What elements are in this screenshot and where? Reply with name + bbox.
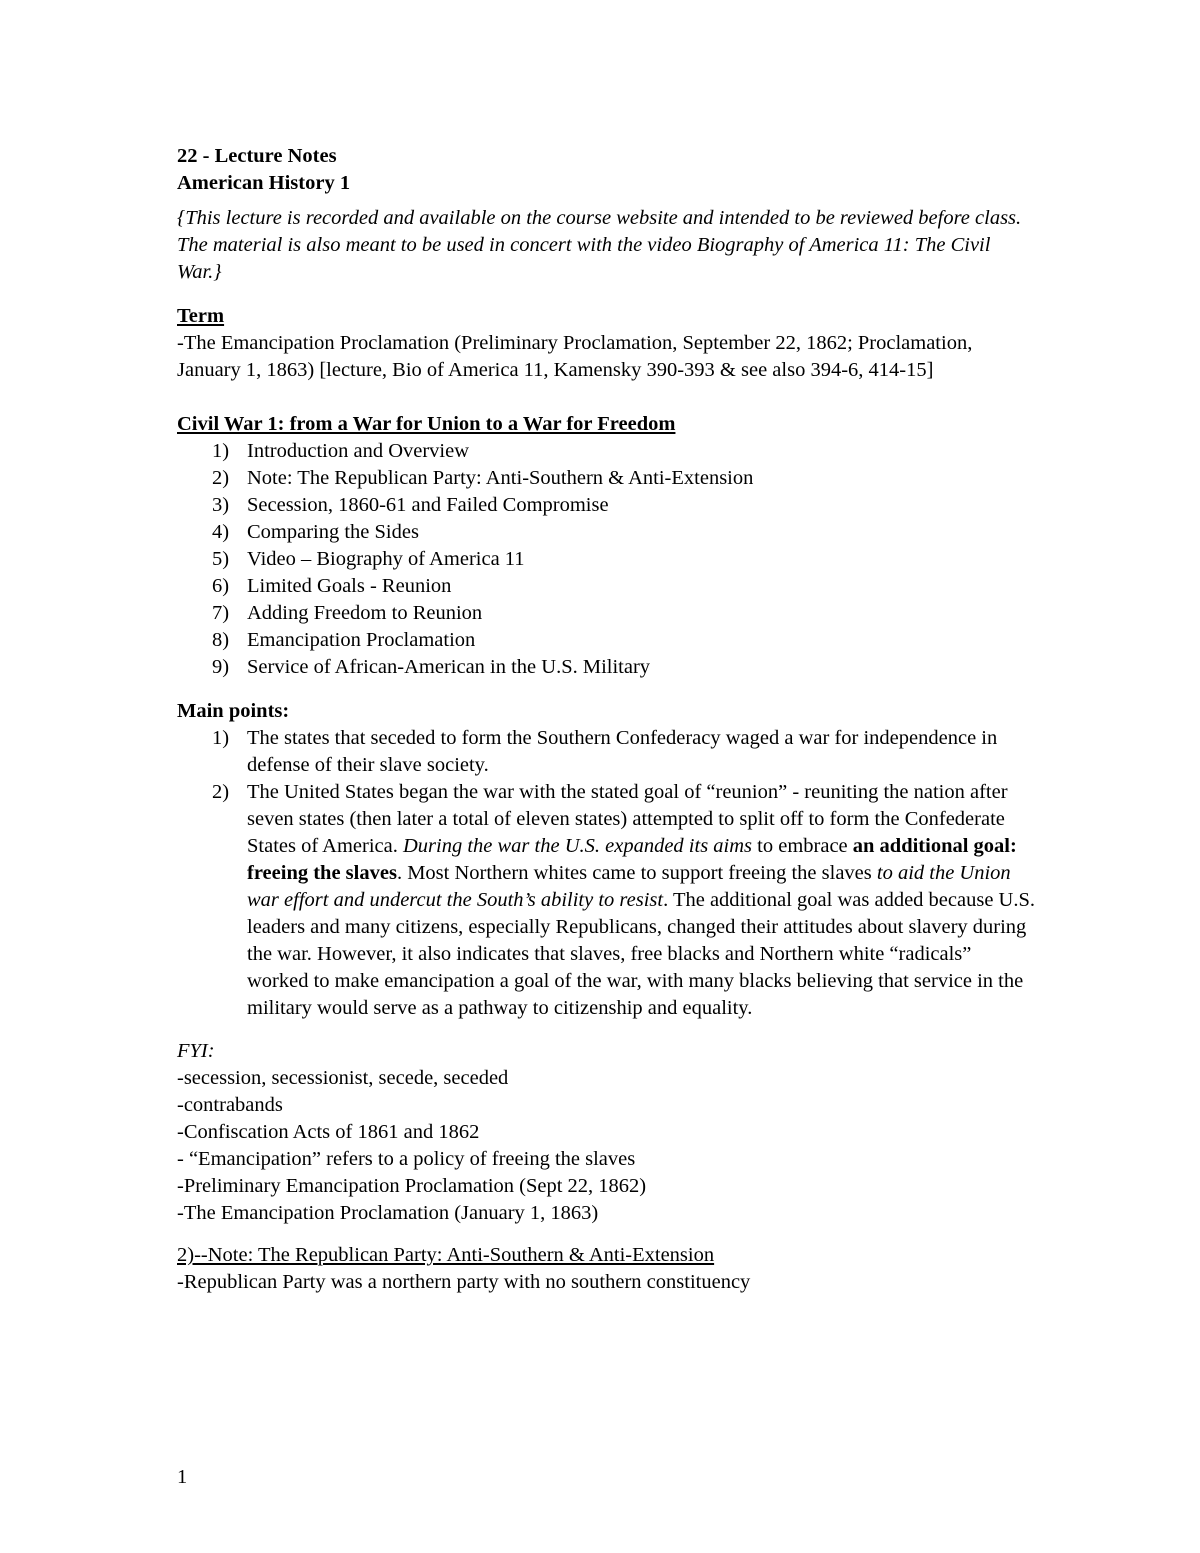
list-item: 9) Service of African-American in the U.S. Military (212, 656, 651, 678)
fyi-item: -contrabands (177, 1094, 283, 1116)
section2-heading: 2)--Note: The Republican Party: Anti-Southern & Anti-Extension (177, 1244, 715, 1266)
main-points-heading: Main points: (177, 700, 290, 722)
main-points-list (177, 725, 1037, 1022)
fyi-item: -The Emancipation Proclamation (January 1, 1863) (177, 1202, 599, 1224)
intro-note: {This lecture is recorded and available on the course website and intended to be reviewed before class. The material is also meant to be used in concert with the video Biography of America 11: The Civil War.} (177, 207, 1022, 283)
outline-list (177, 438, 1037, 681)
document-page (177, 143, 1037, 1296)
page-number: 1 (177, 1466, 188, 1488)
fyi-item: -Preliminary Emancipation Proclamation (Sept 22, 1862) (177, 1175, 647, 1197)
list-item: 1) Introduction and Overview (212, 440, 470, 462)
list-item: 8) Emancipation Proclamation (212, 629, 476, 651)
list-item: 3) Secession, 1860-61 and Failed Compromise (212, 494, 609, 516)
list-item: 6) Limited Goals - Reunion (212, 575, 452, 597)
course-title: American History 1 (177, 172, 351, 194)
fyi-heading: FYI: (177, 1040, 215, 1062)
fyi-item: -secession, secessionist, secede, seceded (177, 1067, 509, 1089)
section2-text: -Republican Party was a northern party with no southern constituency (177, 1271, 751, 1293)
document-title: 22 - Lecture Notes (177, 145, 337, 167)
term-heading: Term (177, 305, 225, 327)
list-item: 5) Video – Biography of America 11 (212, 548, 525, 570)
list-item: 2) Note: The Republican Party: Anti-Southern & Anti-Extension (212, 467, 754, 489)
list-item: 4) Comparing the Sides (212, 521, 419, 543)
fyi-item: - “Emancipation” refers to a policy of freeing the slaves (177, 1148, 636, 1170)
list-item: 1) The states that seceded to form the Southern Confederacy waged a war for independence in defense of their slave society. (212, 727, 998, 776)
outline-heading: Civil War 1: from a War for Union to a War for Freedom (177, 413, 676, 435)
list-item: 7) Adding Freedom to Reunion (212, 602, 483, 624)
term-text: -The Emancipation Proclamation (Preliminary Proclamation, September 22, 1862; Proclamation, January 1, 1863) [lecture, Bio of America 11, Kamensky 390-393 & see also 394-6, 414-15] (177, 332, 973, 381)
fyi-item: -Confiscation Acts of 1861 and 1862 (177, 1121, 480, 1143)
list-item: 2) The United States began the war with the stated goal of “reunion” - reuniting the nation after seven states (then later a total of eleven states) attempted to split off to form the Confederate States of America. During the war the U.S. expanded its aims to embrace an additional goal: freeing the slaves. Most Northern whites came to support freeing the slaves to aid the Union war effort and undercut the South’s ability to resist. The additional goal was added because U.S. leaders and many citizens, especially Republicans, changed their attitudes about slavery during the war. However, it also indicates that slaves, free blacks and Northern white “radicals” worked to make emancipation a goal of the war, with many blacks believing that service in the military would serve as a pathway to citizenship and equality. (212, 781, 1036, 1019)
